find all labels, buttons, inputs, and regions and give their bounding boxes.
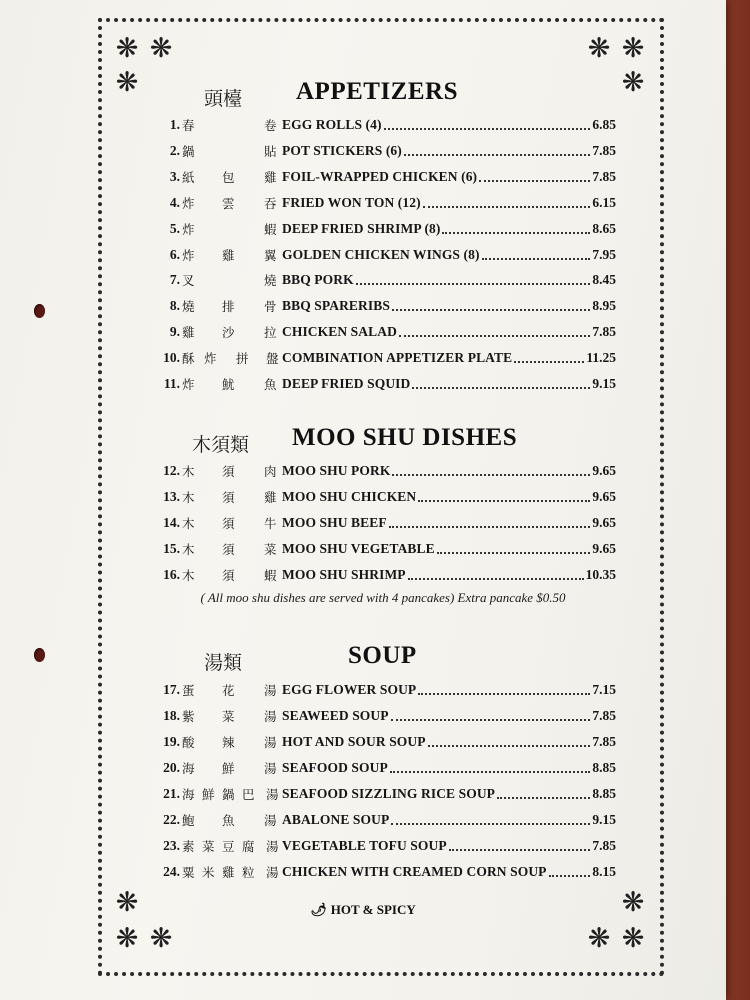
item-price: 7.85: [592, 838, 616, 853]
item-name: BBQ SPARERIBS: [282, 298, 390, 314]
item-chinese-name: [182, 563, 282, 587]
dot-leader: [389, 526, 591, 528]
item-number: 8.: [169, 298, 180, 314]
item-number: 22.: [163, 812, 180, 827]
item-chinese-name: [182, 782, 282, 806]
item-number: 17.: [163, 682, 180, 697]
menu-item-row: [150, 165, 616, 189]
dot-leader: [449, 849, 591, 851]
item-name: VEGETABLE TOFU SOUP: [282, 838, 447, 853]
chinese-char: 米: [202, 865, 215, 880]
chinese-char: 素: [182, 839, 195, 854]
item-price: 8.15: [592, 864, 616, 879]
chinese-char: 豆: [222, 839, 235, 854]
section-title-zh: 木須類: [192, 434, 250, 456]
item-name: GOLDEN CHICKEN WINGS (8): [282, 246, 480, 262]
item-name: MOO SHU PORK: [282, 463, 391, 478]
chinese-char: 拉: [264, 325, 277, 341]
item-chinese-name: [182, 860, 282, 884]
item-chinese-name: [182, 139, 282, 163]
item-chinese-name: [182, 294, 282, 318]
item-name: EGG FLOWER SOUP: [282, 682, 417, 697]
menu-item-row: [150, 346, 616, 370]
dot-leader: [408, 578, 584, 580]
menu-item-row: [150, 243, 616, 267]
flower-ornament-icon: ❋: [115, 67, 139, 98]
chinese-char: 湯: [264, 709, 277, 724]
dot-leader: [392, 474, 590, 476]
item-number: 23.: [163, 838, 180, 853]
chinese-char: 須: [222, 515, 235, 531]
chinese-char: 牛: [264, 515, 277, 531]
item-chinese-name: [182, 243, 282, 267]
chinese-char: 木: [182, 567, 195, 583]
chinese-char: 叉: [182, 273, 195, 289]
chinese-char: 須: [222, 489, 235, 505]
chinese-char: 木: [182, 541, 195, 557]
chinese-char: 魚: [222, 813, 235, 828]
dot-leader: [418, 693, 590, 695]
flower-ornament-icon: ❋: [621, 887, 645, 918]
item-name: MOO SHU BEEF: [282, 514, 387, 530]
chinese-char: 木: [182, 464, 195, 479]
chinese-char: 雲: [222, 195, 235, 211]
flower-ornament-icon: ❋: [149, 923, 173, 954]
chinese-char: 炸: [204, 351, 217, 367]
item-chinese-name: [182, 346, 282, 370]
item-price: 7.15: [592, 682, 616, 697]
item-name: SEAWEED SOUP: [282, 708, 389, 723]
item-chinese-name: [182, 191, 282, 215]
dot-leader: [418, 500, 590, 502]
item-price: 9.65: [592, 488, 616, 504]
item-number: 2.: [169, 142, 180, 158]
chinese-char: 雞: [264, 489, 277, 505]
item-chinese-name: [182, 834, 282, 858]
menu-item-row: [150, 217, 616, 241]
flower-ornament-icon: ❋: [115, 923, 139, 954]
item-name: COMBINATION APPETIZER PLATE: [282, 350, 513, 366]
item-chinese-name: [182, 537, 282, 561]
item-number: 19.: [163, 734, 180, 749]
flower-ornament-icon: ❋: [621, 67, 645, 98]
chinese-char: 巴: [242, 787, 255, 802]
chinese-char: 辣: [222, 735, 235, 750]
dot-leader: [482, 258, 591, 260]
item-number: 16.: [163, 566, 180, 582]
chinese-char: 鮮: [222, 761, 235, 776]
chinese-char: 雞: [182, 325, 195, 341]
dot-leader: [404, 154, 590, 156]
item-name: MOO SHU VEGETABLE: [282, 540, 435, 556]
item-name: CHICKEN WITH CREAMED CORN SOUP: [282, 864, 547, 879]
item-number: 12.: [163, 463, 180, 478]
item-number: 5.: [169, 220, 180, 236]
item-price: 7.85: [592, 142, 616, 158]
section-title-appetizers: [0, 78, 726, 112]
chinese-char: 菜: [202, 839, 215, 854]
menu-item-row: [150, 563, 616, 587]
section-title-soup: [0, 642, 726, 676]
item-chinese-name: [182, 217, 282, 241]
dot-leader: [428, 745, 591, 747]
chinese-char: 蛋: [182, 683, 195, 698]
item-price: 8.45: [592, 272, 616, 288]
item-price: 8.65: [592, 220, 616, 236]
chinese-char: 炸: [182, 221, 195, 237]
item-price: 7.85: [592, 708, 616, 723]
item-price: 10.35: [585, 566, 616, 582]
item-price: 9.65: [592, 514, 616, 530]
menu-item-row: [150, 511, 616, 535]
item-chinese-name: [182, 113, 282, 137]
dot-leader: [479, 180, 590, 182]
chinese-char: 木: [182, 515, 195, 531]
item-price: 8.95: [592, 298, 616, 314]
dot-leader: [423, 206, 591, 208]
chinese-char: 紫: [182, 709, 195, 724]
item-chinese-name: [182, 808, 282, 832]
item-name: POT STICKERS (6): [282, 142, 402, 158]
chinese-char: 粟: [182, 865, 195, 880]
item-chinese-name: [182, 320, 282, 344]
chinese-char: 湯: [264, 735, 277, 750]
item-number: 10.: [163, 350, 180, 366]
item-chinese-name: [182, 485, 282, 509]
item-price: 7.85: [592, 168, 616, 184]
dot-leader: [442, 232, 590, 234]
section-title-zh: 頭檯: [204, 88, 243, 110]
chinese-char: 骨: [264, 299, 277, 315]
menu-item-row: [150, 537, 616, 561]
item-price: 9.65: [592, 540, 616, 556]
dot-leader: [384, 128, 591, 130]
item-price: 8.85: [592, 760, 616, 775]
chinese-char: 鮮: [202, 787, 215, 802]
dot-leader: [399, 335, 590, 337]
item-price: 6.85: [592, 117, 616, 132]
chinese-char: 木: [182, 489, 195, 505]
item-number: 1.: [169, 117, 180, 132]
item-chinese-name: [182, 372, 282, 396]
menu-item-row: [150, 139, 616, 163]
item-chinese-name: [182, 165, 282, 189]
item-number: 3.: [169, 168, 180, 184]
chinese-char: 鍋: [222, 787, 235, 802]
menu-item-row: [150, 704, 616, 728]
item-name: MOO SHU SHRIMP: [282, 566, 406, 582]
item-name: ABALONE SOUP: [282, 812, 390, 827]
menu-item-row: [150, 372, 616, 396]
item-number: 18.: [163, 708, 180, 723]
menu-item-row: [150, 113, 616, 137]
item-number: 20.: [163, 760, 180, 775]
chinese-char: 海: [182, 787, 195, 802]
chinese-char: 炸: [182, 377, 195, 392]
chinese-char: 魷: [222, 377, 235, 392]
item-number: 9.: [169, 324, 180, 340]
item-chinese-name: [182, 678, 282, 702]
menu-item-row: [150, 782, 616, 806]
chinese-char: 沙: [222, 325, 235, 341]
chinese-char: 湯: [264, 761, 277, 776]
chinese-char: 燒: [182, 299, 195, 315]
chinese-char: 湯: [264, 813, 277, 828]
item-price: 7.85: [592, 324, 616, 340]
dot-leader: [549, 875, 591, 877]
section-title-moo-shu: [0, 424, 726, 458]
item-number: 14.: [163, 514, 180, 530]
item-number: 6.: [169, 246, 180, 262]
chili-pepper-icon: 🌶: [310, 903, 327, 918]
chinese-char: 湯: [264, 683, 277, 698]
dot-leader: [356, 283, 591, 285]
item-name: FOIL-WRAPPED CHICKEN (6): [282, 168, 478, 184]
item-name: EGG ROLLS (4): [282, 117, 382, 132]
item-price: 9.15: [592, 812, 616, 827]
item-name: DEEP FRIED SQUID: [282, 376, 411, 391]
item-price: 6.15: [592, 194, 616, 210]
item-name: BBQ PORK: [282, 272, 354, 288]
flower-ornament-icon: ❋: [115, 887, 139, 918]
chinese-char: 粒: [242, 865, 255, 880]
item-name: HOT AND SOUR SOUP: [282, 734, 426, 749]
item-price: 9.15: [592, 376, 616, 391]
chinese-char: 卷: [264, 118, 277, 133]
chinese-char: 酥: [182, 351, 195, 367]
menu-item-row: [150, 294, 616, 318]
item-price: 11.25: [586, 350, 616, 366]
item-number: 11.: [163, 376, 180, 391]
chinese-char: 湯: [266, 865, 279, 880]
hot-spicy-legend: [0, 902, 726, 918]
menu-item-row: [150, 191, 616, 215]
item-price: 7.95: [592, 246, 616, 262]
menu-item-row: [150, 730, 616, 754]
chinese-char: 花: [222, 683, 235, 698]
chinese-char: 酸: [182, 735, 195, 750]
chinese-char: 炸: [182, 195, 195, 211]
item-price: 7.85: [592, 734, 616, 749]
item-name: MOO SHU CHICKEN: [282, 488, 417, 504]
chinese-char: 湯: [266, 787, 279, 802]
item-name: FRIED WON TON (12): [282, 194, 421, 210]
item-number: 21.: [163, 786, 180, 801]
item-number: 24.: [163, 864, 180, 879]
menu-item-row: [150, 485, 616, 509]
menu-item-row: [150, 678, 616, 702]
flower-ornament-icon: ❋: [587, 923, 611, 954]
item-chinese-name: [182, 704, 282, 728]
dot-leader: [437, 552, 591, 554]
flower-ornament-icon: ❋: [621, 33, 645, 64]
section-title-en: SOUP: [348, 642, 417, 669]
chinese-char: 炸: [182, 247, 195, 263]
dot-leader: [391, 719, 591, 721]
chinese-char: 湯: [266, 839, 279, 854]
dot-leader: [497, 797, 590, 799]
item-chinese-name: [182, 730, 282, 754]
dot-leader: [412, 387, 590, 389]
chinese-char: 包: [222, 169, 235, 185]
section-title-en: APPETIZERS: [296, 78, 458, 105]
dot-leader: [391, 823, 590, 825]
chinese-char: 蝦: [264, 221, 277, 237]
chinese-char: 蝦: [264, 567, 277, 583]
item-price: 9.65: [592, 463, 616, 478]
item-number: 13.: [163, 488, 180, 504]
menu-item-row: [150, 834, 616, 858]
chinese-char: 肉: [264, 464, 277, 479]
chinese-char: 腐: [242, 839, 255, 854]
section-title-zh: 湯類: [204, 652, 243, 674]
chinese-char: 鍋: [182, 143, 195, 159]
flower-ornament-icon: ❋: [621, 923, 645, 954]
item-number: 4.: [169, 194, 180, 210]
chinese-char: 菜: [222, 709, 235, 724]
chinese-char: 拼: [236, 351, 249, 367]
dot-leader: [392, 309, 590, 311]
chinese-char: 鮑: [182, 813, 195, 828]
item-chinese-name: [182, 459, 282, 483]
item-name: SEAFOOD SIZZLING RICE SOUP: [282, 786, 496, 801]
item-price: 8.85: [592, 786, 616, 801]
chinese-char: 燒: [264, 273, 277, 289]
chinese-char: 魚: [264, 377, 277, 392]
chinese-char: 春: [182, 118, 195, 133]
flower-ornament-icon: ❋: [587, 33, 611, 64]
legend-label: HOT & SPICY: [330, 902, 416, 917]
item-chinese-name: [182, 511, 282, 535]
item-chinese-name: [182, 756, 282, 780]
item-name: CHICKEN SALAD: [282, 324, 397, 340]
chinese-char: 紙: [182, 169, 195, 185]
dot-leader: [390, 771, 591, 773]
chinese-char: 須: [222, 567, 235, 583]
menu-item-row: [150, 808, 616, 832]
item-number: 7.: [169, 272, 180, 288]
item-name: SEAFOOD SOUP: [282, 760, 388, 775]
item-name: DEEP FRIED SHRIMP (8): [282, 220, 441, 236]
menu-item-row: [150, 320, 616, 344]
flower-ornament-icon: ❋: [115, 33, 139, 64]
chinese-char: 菜: [264, 541, 277, 557]
dot-leader: [514, 361, 584, 363]
menu-item-row: [150, 860, 616, 884]
chinese-char: 盤: [266, 351, 279, 367]
chinese-char: 貼: [264, 143, 277, 159]
chinese-char: 須: [222, 541, 235, 557]
chinese-char: 雞: [264, 169, 277, 185]
menu-item-row: [150, 459, 616, 483]
chinese-char: 翼: [264, 247, 277, 263]
item-number: 15.: [163, 540, 180, 556]
item-chinese-name: [182, 268, 282, 292]
section-title-en: MOO SHU DISHES: [292, 424, 518, 451]
chinese-char: 須: [222, 464, 235, 479]
moo-shu-note: ( All moo shu dishes are served with 4 pancakes) Extra pancake $0.50: [200, 590, 566, 605]
menu-item-row: [150, 268, 616, 292]
chinese-char: 排: [222, 299, 235, 315]
flower-ornament-icon: ❋: [149, 33, 173, 64]
chinese-char: 海: [182, 761, 195, 776]
chinese-char: 吞: [264, 195, 277, 211]
chinese-char: 雞: [222, 247, 235, 263]
chinese-char: 雞: [222, 865, 235, 880]
menu-item-row: [150, 756, 616, 780]
